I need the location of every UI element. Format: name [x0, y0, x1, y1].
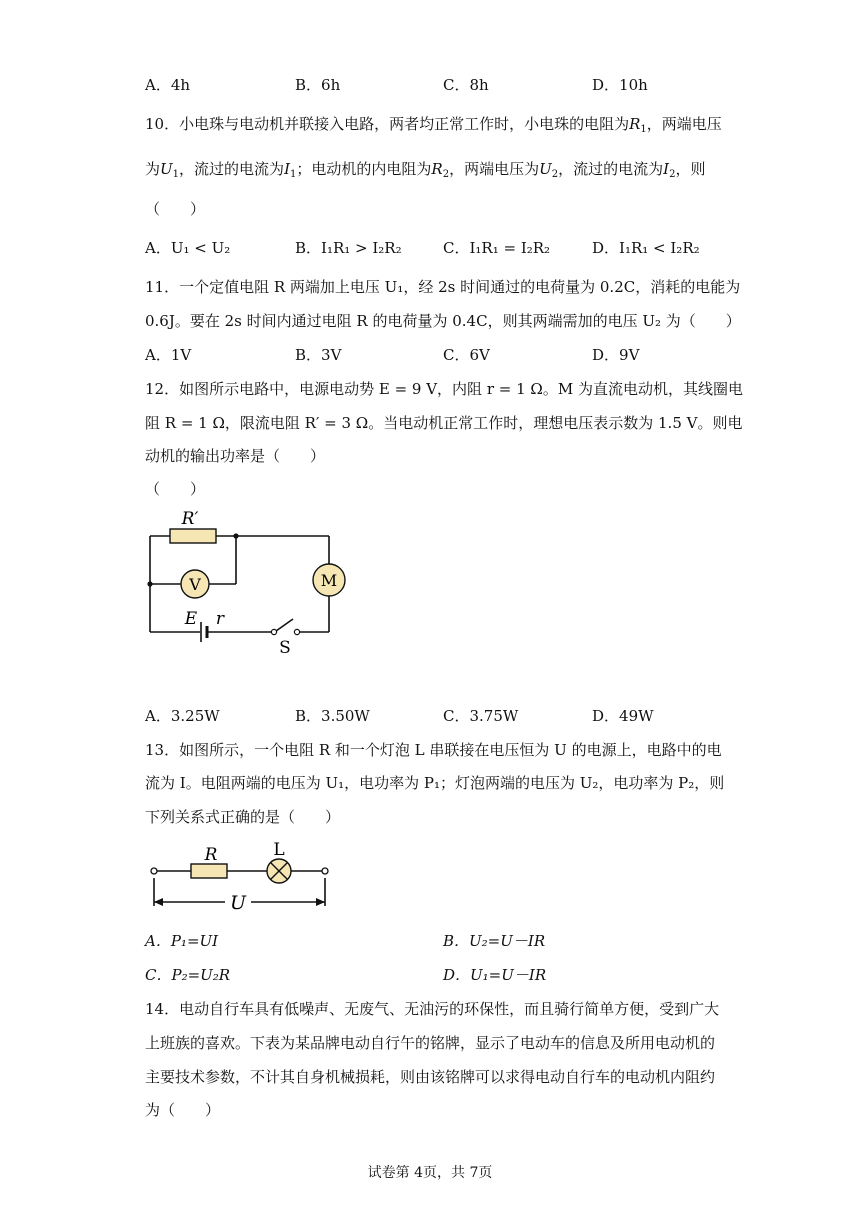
label-s: S: [279, 638, 291, 658]
symbol-i2-sub: 2: [669, 169, 676, 180]
q12-option-a: A．3.25W: [145, 707, 220, 725]
q9-option-c: C．8h: [443, 76, 489, 94]
q12-option-c: C．3.75W: [443, 707, 519, 725]
label-r13: R: [204, 845, 218, 865]
q10-option-a: A．U₁ < U₂: [145, 239, 231, 257]
q11-option-c: C．6V: [443, 346, 490, 364]
q12-bracket: （ ）: [145, 480, 206, 498]
symbol-u2: U: [539, 160, 552, 178]
q12-line1: 12．如图所示电路中，电源电动势 E = 9 V，内阻 r = 1 Ω。M 为直流电动机，其线圈电: [145, 380, 743, 398]
q14-line1: 14．电动自行车具有低噪声、无废气、无油污的环保性，而且骑行简单方便，受到广大: [145, 1000, 720, 1018]
q9-option-a: A．4h: [145, 76, 191, 94]
q14-line4: 为（ ）: [145, 1101, 221, 1119]
q14-line2: 上班族的喜欢。下表为某品牌电动自行午的铭牌，显示了电动车的信息及所用电动机的: [145, 1034, 716, 1052]
q11-option-a: A．1V: [145, 346, 192, 364]
q13-line3: 下列关系式正确的是（ ）: [145, 808, 341, 826]
symbol-u1: U: [160, 160, 173, 178]
q11-option-b: B．3V: [295, 346, 342, 364]
q13-line1: 13．如图所示，一个电阻 R 和一个灯泡 L 串联接在电压恒为 U 的电源上，电路中的电: [145, 741, 722, 759]
q12-circuit-diagram: [140, 505, 360, 665]
resistor-r-prime: [170, 529, 216, 543]
q13-line2: 流为 I。电阻两端的电压为 U₁，电功率为 P₁；灯泡两端的电压为 U₂，电功率为 P₂，则: [145, 774, 725, 792]
q10-line1: [145, 113, 722, 135]
q12-option-d: D．49W: [592, 707, 654, 725]
resistor-r: [191, 864, 227, 878]
q12-line2: 阻 R = 1 Ω，限流电阻 R′ = 3 Ω。当电动机正常工作时，理想电压表示数为 1.5 V。则电: [145, 414, 743, 432]
q11-line2: 0.6J。要在 2s 时间内通过电阻 R 的电荷量为 0.4C，则其两端需加的电压 U₂ 为（ ）: [145, 312, 741, 330]
q10-text-2d: ，两端电压为: [449, 160, 540, 178]
symbol-u2-sub: 2: [551, 169, 559, 180]
q13-option-d: D．U₁=U－IR: [443, 966, 547, 984]
q9-option-d: D．10h: [592, 76, 648, 94]
label-v: V: [189, 575, 201, 594]
q12-option-b: B．3.50W: [295, 707, 370, 725]
q12-line3: 动机的输出功率是（ ）: [145, 447, 326, 465]
page-footer: 试卷第 4页，共 7页: [367, 1165, 493, 1181]
q13-option-b: B．U₂=U－IR: [443, 932, 546, 950]
label-u: U: [229, 892, 247, 914]
symbol-r2-sub: 2: [442, 169, 450, 180]
q14-line3: 主要技术参数，不计其自身机械损耗，则由该铭牌可以求得电动自行车的电动机内阻约: [145, 1068, 716, 1086]
symbol-r1: R: [629, 115, 641, 133]
q10-text-1-end: ，两端电压: [646, 115, 722, 133]
symbol-i2: I: [663, 160, 670, 178]
q10-text-2e: ，流过的电流为: [558, 160, 664, 178]
symbol-u1-sub: 1: [172, 169, 180, 180]
q10-text-2b: ，流过的电流为: [179, 160, 285, 178]
lamp-icon: [267, 859, 291, 883]
q13-option-a: A．P₁=UI: [145, 932, 219, 950]
q10-option-d: D．I₁R₁ < I₂R₂: [592, 239, 700, 257]
q10-text-2f: ，则: [675, 160, 706, 178]
symbol-r1-sub: 1: [640, 124, 647, 135]
q10-option-b: B．I₁R₁ > I₂R₂: [295, 239, 402, 257]
q10-text-2a: 为: [145, 160, 161, 178]
q10-option-c: C．I₁R₁ = I₂R₂: [443, 239, 551, 257]
q10-line2: [145, 158, 705, 180]
label-l: L: [273, 840, 285, 860]
q10-bracket: （ ）: [145, 200, 206, 218]
q11-option-d: D．9V: [592, 346, 640, 364]
symbol-i1: I: [284, 160, 290, 178]
label-e: E: [184, 609, 198, 629]
symbol-i1-sub: 1: [290, 169, 297, 180]
q10-text-2c: ；电动机的内电阻为: [296, 160, 432, 178]
q10-text-1: 10．小电珠与电动机并联接入电路，两者均正常工作时，小电珠的电阻为: [145, 115, 630, 133]
q9-option-b: B．6h: [295, 76, 341, 94]
q13-circuit-diagram: [143, 840, 343, 920]
q11-line1: 11．一个定值电阻 R 两端加上电压 U₁，经 2s 时间通过的电荷量为 0.2C，消耗的电能为: [145, 278, 741, 296]
symbol-r2: R: [431, 160, 443, 178]
q13-option-c: C．P₂=U₂R: [145, 966, 231, 984]
label-r: r: [215, 609, 225, 629]
label-r-prime: R′: [181, 509, 199, 529]
label-m: M: [320, 571, 338, 590]
